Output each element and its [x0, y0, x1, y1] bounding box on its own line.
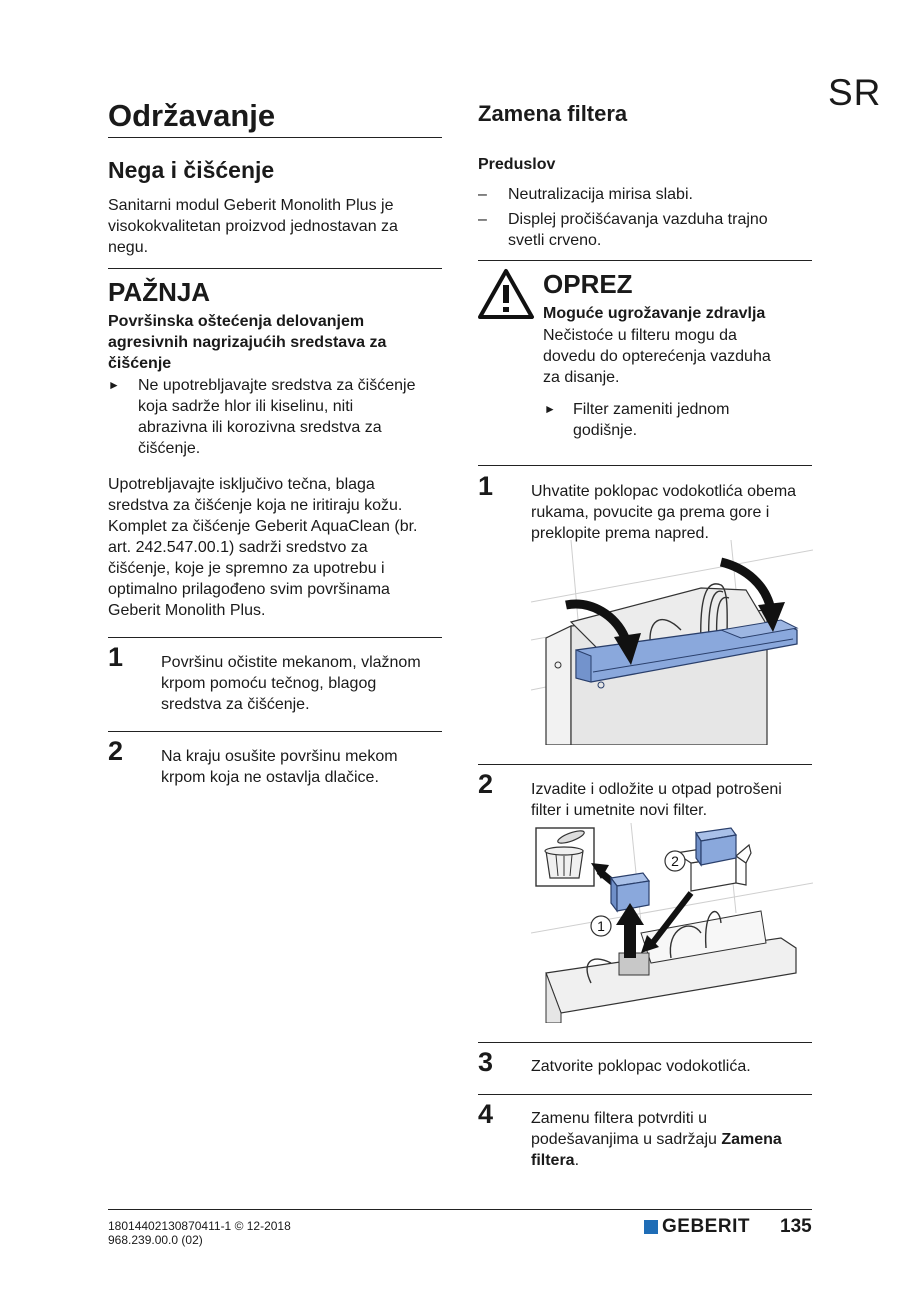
usage-text-line: art. 242.547.00.1) sadrži sredstvo za: [108, 539, 368, 556]
caution-bullet-text: [573, 399, 730, 441]
step-text-line: sredstva za čišćenje.: [161, 696, 310, 713]
warning-bullet-line: abrazivna ili korozivna sredstva za: [138, 419, 382, 436]
step-text-line: Zamenu filtera potvrditi u: [531, 1110, 708, 1127]
brand-square-icon: [644, 1220, 658, 1234]
usage-text-line: Komplet za čišćenje Geberit AquaClean (br.: [108, 518, 418, 535]
warning-subtitle-line: Površinska oštećenja delovanjem: [108, 313, 365, 330]
title-divider: [108, 137, 442, 138]
caution-bullet-icon: ►: [544, 402, 556, 416]
step-text-line: Površinu očistite mekanom, vlažnom: [161, 654, 421, 671]
warning-triangle-icon: [477, 268, 535, 320]
section-title: Zamena filtera: [478, 101, 628, 126]
precondition-line: Displej pročišćavanja vazduha trajno: [508, 211, 768, 228]
step-text-fragment: .: [574, 1152, 580, 1169]
step-text-line: [531, 1150, 782, 1171]
step-text-fragment: podešavanjima u sadržaju: [531, 1131, 722, 1148]
step-text-line: Uhvatite poklopac vodokotlića obema: [531, 483, 797, 500]
step-divider: [478, 1042, 812, 1043]
replace-filter-illustration: [531, 823, 813, 1023]
step-text-line: Zatvorite poklopac vodokotlića.: [531, 1058, 751, 1075]
step-text: [531, 779, 782, 821]
precondition-dash: –: [478, 211, 487, 228]
warning-divider: [108, 268, 442, 269]
precondition-title: Preduslov: [478, 156, 556, 173]
step-number: 3: [478, 1047, 494, 1077]
step-number: 2: [108, 736, 124, 766]
footer-doc-id: 18014402130870411-1 © 12-2018: [108, 1219, 291, 1233]
care-text: [108, 195, 398, 258]
usage-text-line: Upotrebljavajte isključivo tečna, blaga: [108, 476, 375, 493]
usage-text-line: čišćenje, koje je spremno za upotrebu i: [108, 560, 385, 577]
usage-text-line: Geberit Monolith Plus.: [108, 602, 266, 619]
step-text-emphasis: filtera: [531, 1152, 575, 1169]
precondition-line: svetli crveno.: [508, 232, 602, 249]
step-number: 1: [108, 642, 124, 672]
step-text-line: filter i umetnite novi filter.: [531, 802, 708, 819]
step-text-line: Na kraju osušite površinu mekom: [161, 748, 398, 765]
step-divider: [108, 637, 442, 638]
care-text-line: visokokvalitetan proizvod jednostavan za: [108, 218, 398, 235]
warning-bullet-line: Ne upotrebljavajte sredstva za čišćenje: [138, 377, 416, 394]
footer-doc-info: [108, 1219, 291, 1247]
footer-divider: [108, 1209, 812, 1210]
step-text: [161, 652, 421, 715]
step-text-line: Izvadite i odložite u otpad potrošeni: [531, 781, 782, 798]
step-divider: [478, 764, 812, 765]
caution-subtitle: Moguće ugrožavanje zdravlja: [543, 305, 766, 322]
warning-bullet-line: koja sadrže hlor ili kiselinu, niti: [138, 398, 354, 415]
step-number: 1: [478, 471, 494, 501]
caution-text-line: za disanje.: [543, 369, 620, 386]
warning-bullet-icon: ►: [108, 378, 120, 392]
warning-subtitle-line: čišćenje: [108, 355, 172, 372]
caution-bullet-line: godišnje.: [573, 422, 638, 439]
step-text-line: rukama, povucite ga prema gore i: [531, 504, 770, 521]
step-text-emphasis: Zamena: [721, 1131, 782, 1148]
footer-doc-number: 968.239.00.0 (02): [108, 1233, 203, 1247]
step-text: [531, 1056, 751, 1077]
caution-text-line: Nečistoće u filteru mogu da: [543, 327, 737, 344]
step-number: 4: [478, 1099, 494, 1129]
care-text-line: Sanitarni modul Geberit Monolith Plus je: [108, 197, 394, 214]
caution-text: [543, 325, 771, 388]
precondition-line: Neutralizacija mirisa slabi.: [508, 186, 693, 203]
caution-bullet-line: Filter zameniti jednom: [573, 401, 730, 418]
usage-text-line: sredstva za čišćenje koja ne iritiraju kožu.: [108, 497, 403, 514]
step-divider: [108, 731, 442, 732]
figure-label-one: 1: [597, 918, 605, 934]
caution-text-line: dovedu do opterećenja vazduha: [543, 348, 771, 365]
warning-subtitle-line: agresivnih nagrizajućih sredstava za: [108, 334, 387, 351]
brand-logo: [644, 1216, 750, 1238]
usage-text-line: optimalno prilagođeno svim površinama: [108, 581, 390, 598]
step-text-line: preklopite prema napred.: [531, 525, 709, 542]
step-number: 2: [478, 769, 494, 799]
page-number: 135: [780, 1216, 812, 1237]
figure-label-two: 2: [671, 853, 679, 869]
step-text-line: [531, 1129, 782, 1150]
care-text-line: negu.: [108, 239, 149, 256]
step-text: [531, 481, 796, 544]
warning-title: PAŽNJA: [108, 277, 211, 307]
step-text-line: krpom koja ne ostavlja dlačice.: [161, 769, 379, 786]
care-heading: Nega i čišćenje: [108, 157, 275, 183]
precondition-item: [508, 184, 693, 205]
step-text-line: krpom pomoću tečnog, blagog: [161, 675, 377, 692]
language-code: SR: [828, 72, 882, 113]
precondition-dash: –: [478, 186, 487, 203]
page-title: Održavanje: [108, 98, 276, 133]
warning-bullet-line: čišćenje.: [138, 440, 201, 457]
usage-text: [108, 474, 418, 621]
step-text: [161, 746, 398, 788]
caution-title: OPREZ: [543, 269, 633, 299]
precondition-item: [508, 209, 768, 251]
caution-divider: [478, 260, 812, 261]
step-text: [531, 1108, 782, 1171]
warning-subtitle: [108, 311, 386, 374]
step-divider: [478, 1094, 812, 1095]
step-divider: [478, 465, 812, 466]
open-lid-illustration: [531, 540, 813, 745]
warning-bullet-text: [138, 375, 415, 459]
brand-name: GEBERIT: [662, 1216, 750, 1237]
